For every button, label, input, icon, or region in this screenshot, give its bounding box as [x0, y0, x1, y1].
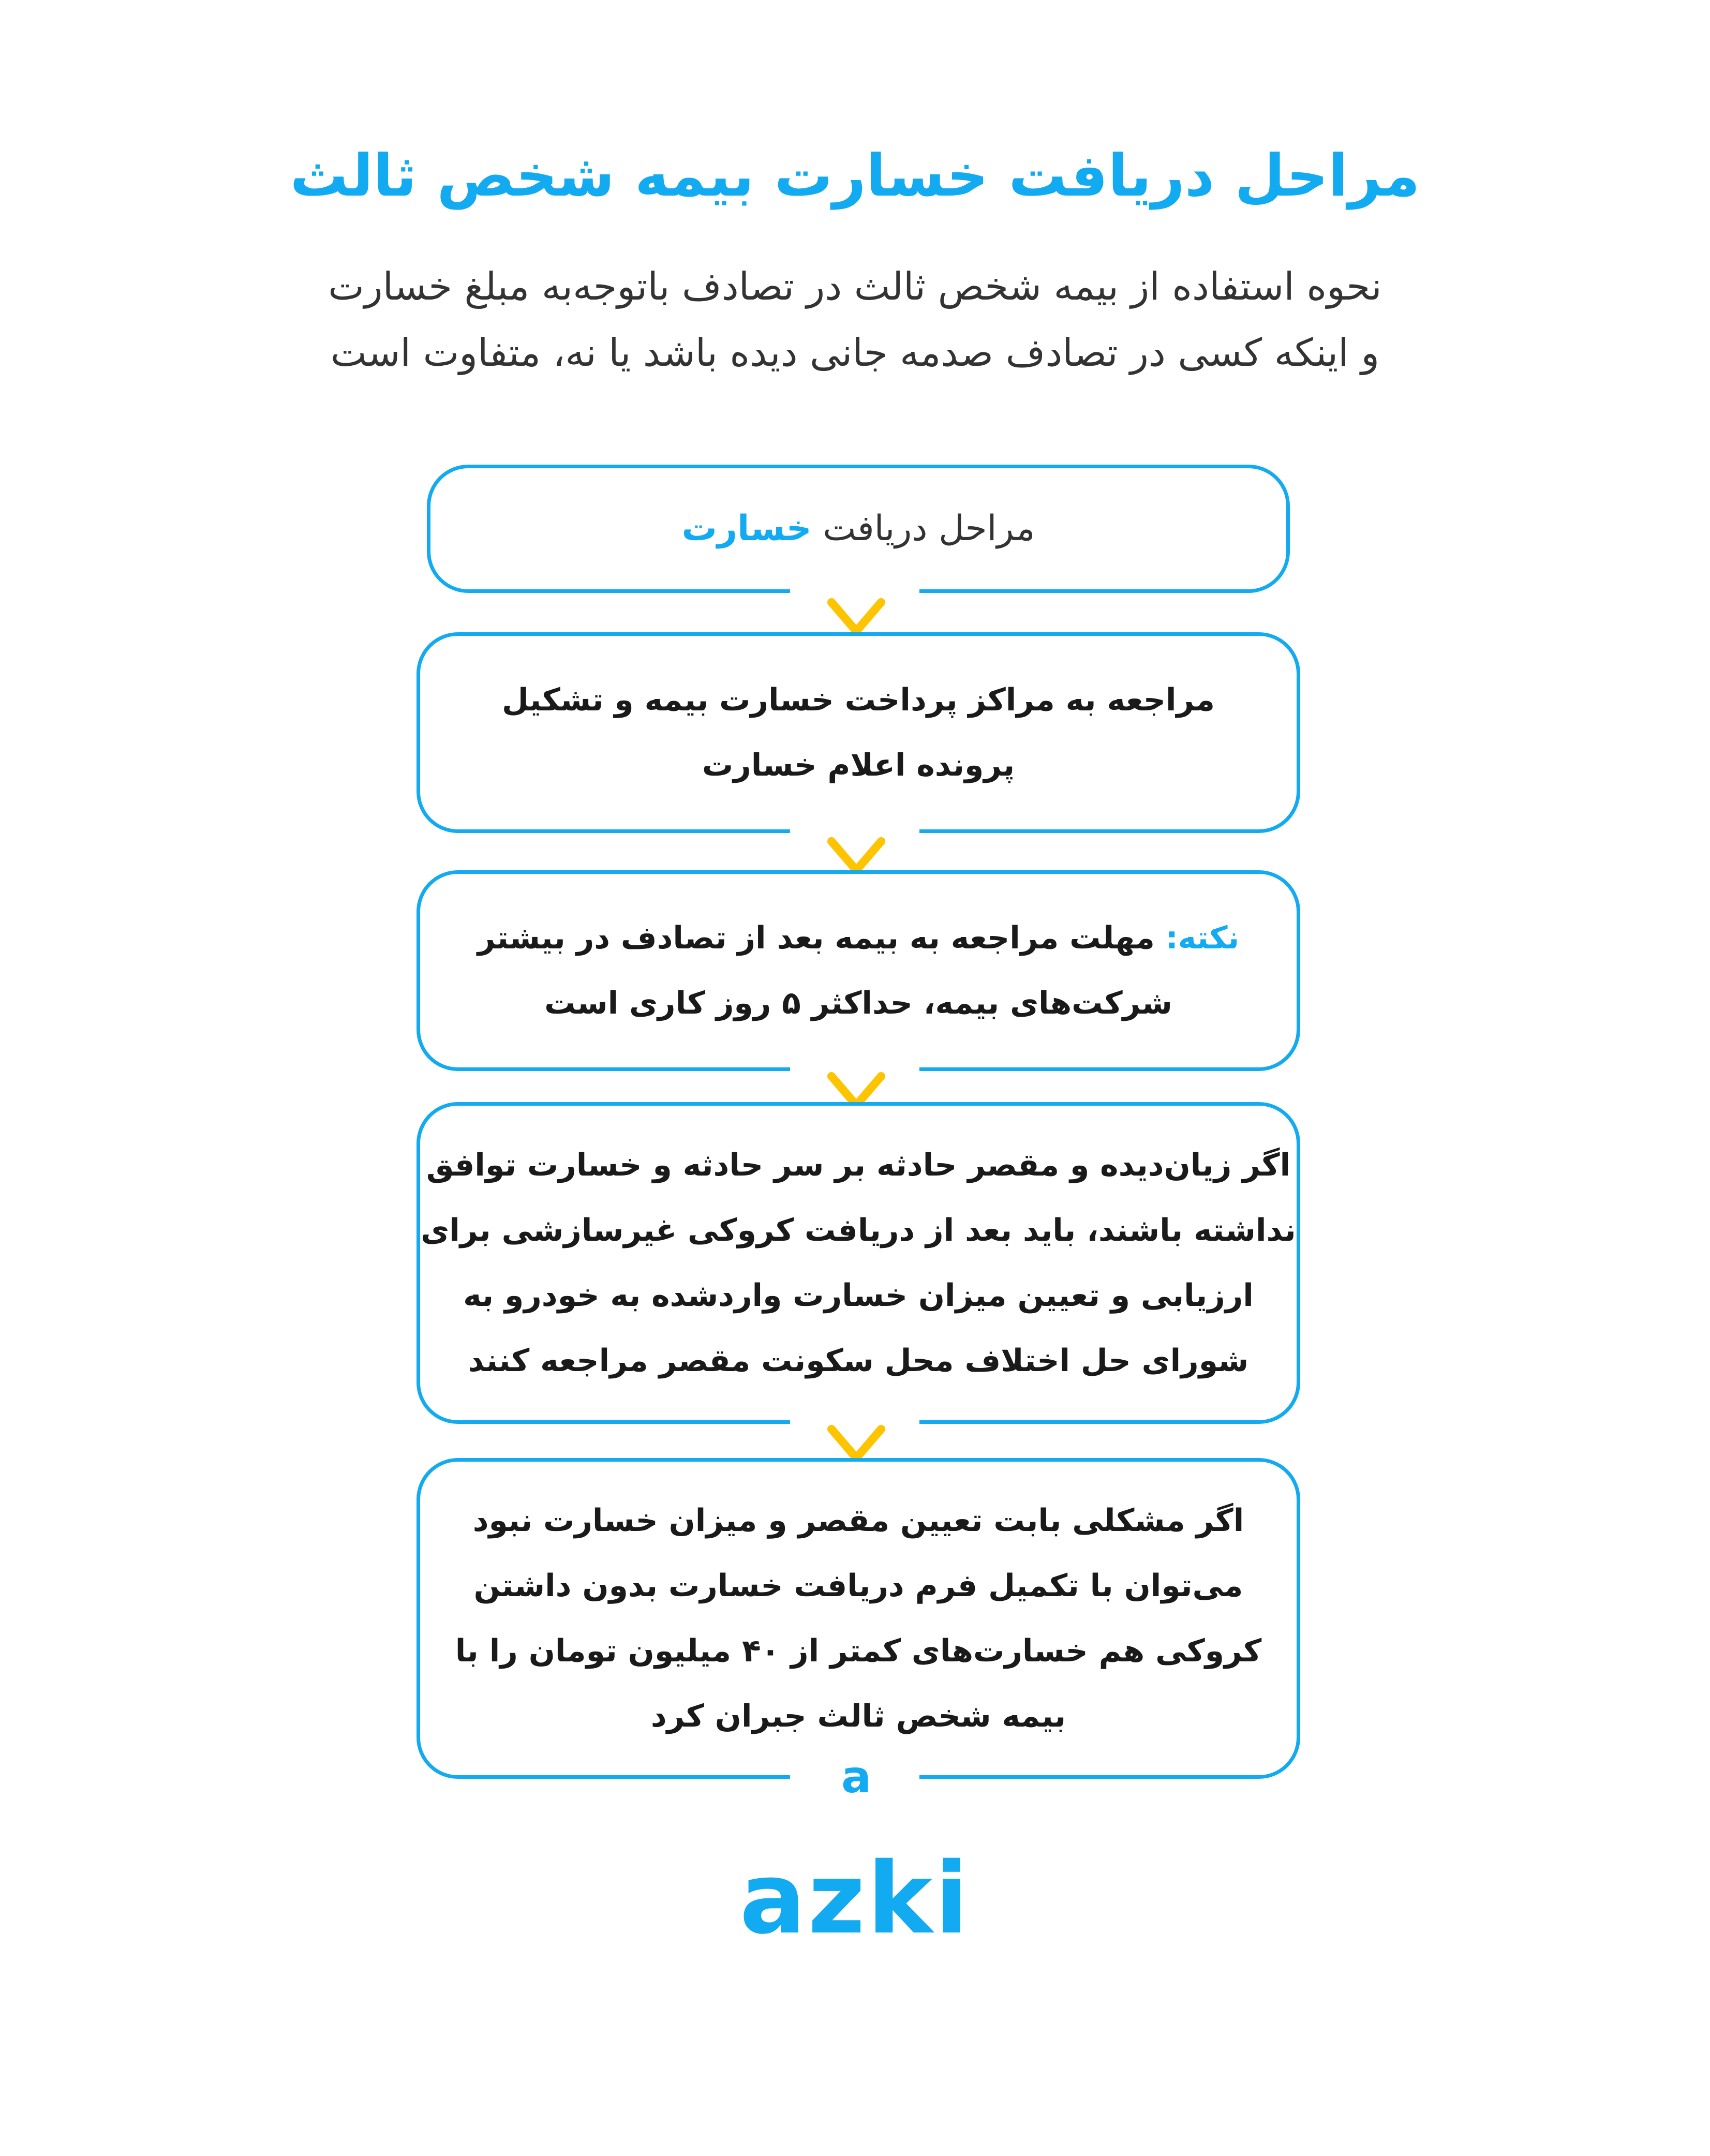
- step-3-line-4: شورای حل اختلاف محل سکونت مقصر مراجعه کنند: [468, 1343, 1249, 1379]
- step-box-1: [417, 632, 1300, 833]
- note-label: نکته:: [1165, 920, 1240, 956]
- header-box-prefix: مراحل دریافت: [823, 508, 1035, 549]
- page-title: مراحل دریافت خسارت بیمه شخص ثالث: [290, 142, 1420, 210]
- step-1-line-1: مراجعه به مراکز پرداخت خسارت بیمه و تشکیل: [502, 682, 1215, 718]
- step-2-line-1: مهلت مراجعه به بیمه بعد از تصادف در بیشتر: [477, 920, 1155, 956]
- step-3-line-1: اگر زیان‌دیده و مقصر حادثه بر سر حادثه و خسارت توافق: [426, 1147, 1291, 1183]
- step-1-line-2: پرونده اعلام خسارت: [702, 747, 1015, 783]
- step-box-4: [417, 1458, 1300, 1779]
- step-3-line-2: نداشته باشند، باید بعد از دریافت کروکی غیرسازشی برای: [421, 1212, 1296, 1248]
- subtitle-line-2: و اینکه کسی در تصادف صدمه جانی دیده باشد یا نه، متفاوت است: [330, 331, 1380, 375]
- step-4-line-4: بیمه شخص ثالث جبران کرد: [650, 1698, 1066, 1734]
- step-4-line-1: اگر مشکلی بابت تعیین مقصر و میزان خسارت نبود: [472, 1503, 1244, 1539]
- header-box-highlight: خسارت: [681, 508, 812, 549]
- step-4-line-3: کروکی هم خسارت‌های کمتر از ۴۰ میلیون تومان را با: [455, 1633, 1262, 1669]
- step-3-line-3: ارزیابی و تعیین میزان خسارت واردشده به خودرو به: [463, 1277, 1254, 1314]
- subtitle-line-1: نحوه استفاده از بیمه شخص ثالث در تصادف باتوجه‌به مبلغ خسارت: [328, 264, 1382, 309]
- brand-logo: azki: [739, 1841, 971, 1956]
- step-box-2: [417, 870, 1300, 1071]
- mini-logo-icon: a: [841, 1751, 872, 1803]
- page-subtitle: [290, 254, 1420, 386]
- header-box: [427, 465, 1290, 593]
- step-box-3: [417, 1102, 1300, 1424]
- step-4-line-2: می‌توان با تکمیل فرم دریافت خسارت بدون داشتن: [473, 1568, 1243, 1604]
- step-2-line-2: شرکت‌های بیمه، حداکثر ۵ روز کاری است: [544, 985, 1172, 1021]
